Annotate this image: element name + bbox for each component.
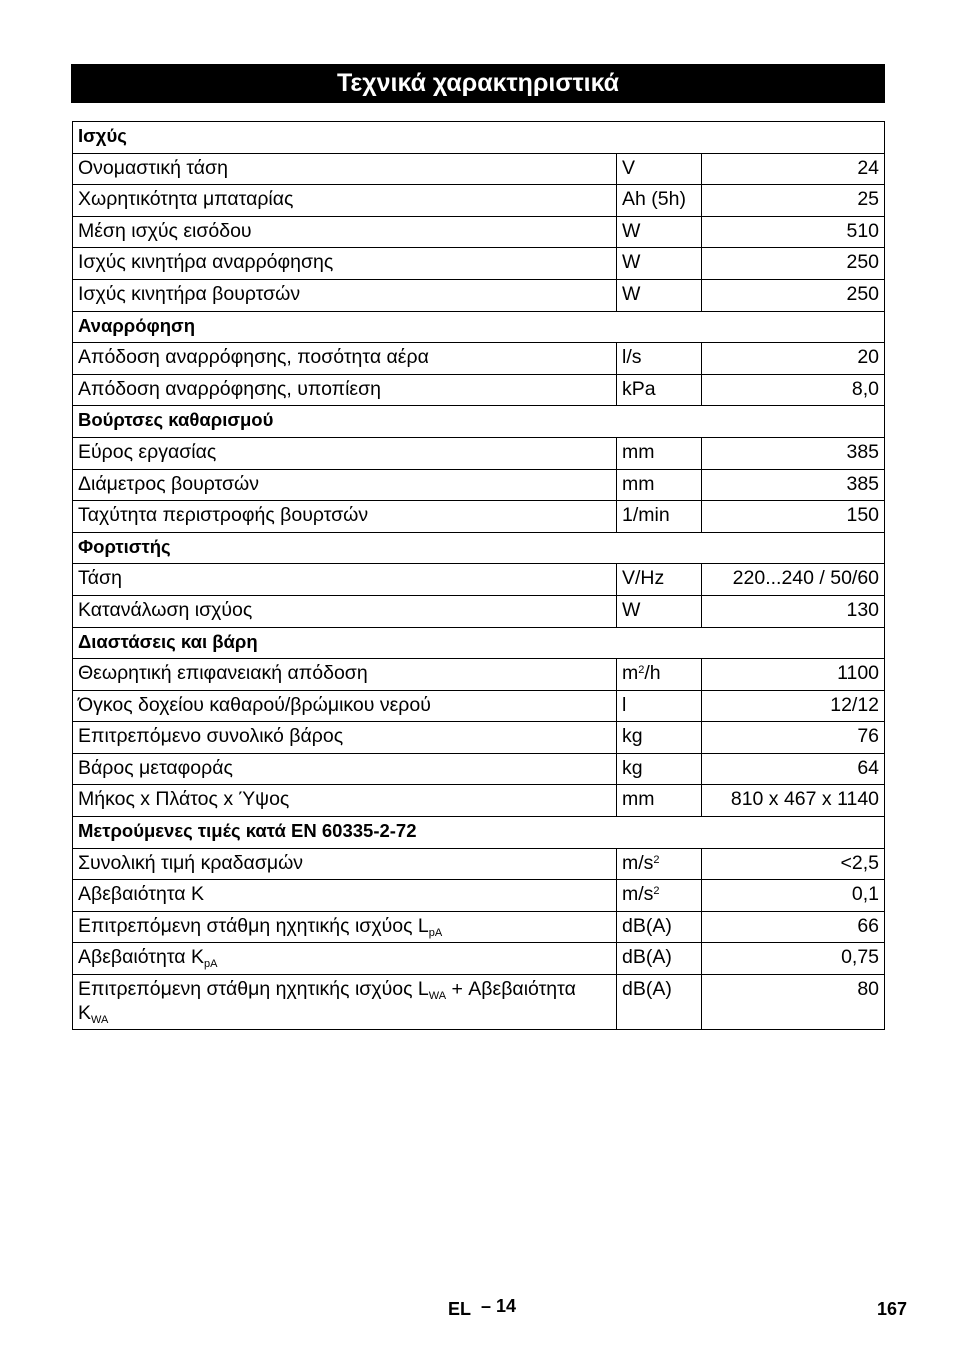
label-base: Αβεβαιότητα K xyxy=(78,946,204,969)
table-row xyxy=(73,690,885,722)
row-unit: mm xyxy=(617,437,702,469)
row-label: Διάμετρος βουρτσών xyxy=(73,469,617,501)
section-heading-row xyxy=(73,627,885,659)
unit-superscript: 2 xyxy=(653,885,660,898)
specifications-table xyxy=(72,121,885,1030)
row-value: 66 xyxy=(702,911,885,943)
row-value: 130 xyxy=(702,595,885,627)
section-heading: Μετρούμενες τιμές κατά EN 60335-2-72 xyxy=(73,817,885,849)
row-value: 1100 xyxy=(702,659,885,691)
footer-section-number: – 14 xyxy=(481,1296,517,1316)
row-label: Θεωρητική επιφανειακή απόδοση xyxy=(73,659,617,691)
table-row xyxy=(73,216,885,248)
row-value: 385 xyxy=(702,469,885,501)
section-heading: Βούρτσες καθαρισμού xyxy=(73,406,885,438)
row-value: 0,1 xyxy=(702,880,885,912)
label-subscript: pA xyxy=(428,926,443,939)
footer-page-number: 167 xyxy=(877,1299,908,1319)
row-value: 80 xyxy=(702,975,885,1030)
row-unit: Ah (5h) xyxy=(617,185,702,217)
row-label: Εύρος εργασίας xyxy=(73,437,617,469)
row-label: Τάση xyxy=(73,564,617,596)
table-row xyxy=(73,880,885,912)
row-unit: dB(A) xyxy=(617,943,702,975)
unit-superscript: 2 xyxy=(653,853,660,866)
row-label: Μήκος x Πλάτος x Ύψος xyxy=(73,785,617,817)
row-value: 64 xyxy=(702,753,885,785)
row-unit: V/Hz xyxy=(617,564,702,596)
table-row xyxy=(73,975,885,1030)
label-mid: + Αβεβαιότητα K xyxy=(78,978,576,1025)
row-value: 25 xyxy=(702,185,885,217)
table-row xyxy=(73,848,885,880)
row-value: 76 xyxy=(702,722,885,754)
row-value: 510 xyxy=(702,216,885,248)
unit-base: m xyxy=(622,662,639,685)
section-heading: Αναρρόφηση xyxy=(73,311,885,343)
row-label: Απόδοση αναρρόφησης, ποσότητα αέρα xyxy=(73,343,617,375)
row-unit: W xyxy=(617,595,702,627)
row-label: Μέση ισχύς εισόδου xyxy=(73,216,617,248)
table-row xyxy=(73,501,885,533)
row-unit: kPa xyxy=(617,374,702,406)
section-heading: Ισχύς xyxy=(73,122,885,154)
label-base: Επιτρεπόμενη στάθμη ηχητικής ισχύος L xyxy=(78,978,429,1001)
table-row xyxy=(73,659,885,691)
table-row xyxy=(73,722,885,754)
row-label xyxy=(73,943,617,975)
row-unit: l xyxy=(617,690,702,722)
label-subscript: WA xyxy=(91,1014,109,1027)
unit-rest: /h xyxy=(644,662,661,685)
row-unit: mm xyxy=(617,785,702,817)
page-title: Τεχνικά χαρακτηριστικά xyxy=(71,64,885,103)
table-row xyxy=(73,153,885,185)
row-label: Κατανάλωση ισχύος xyxy=(73,595,617,627)
row-label: Ταχύτητα περιστροφής βουρτσών xyxy=(73,501,617,533)
section-heading-row xyxy=(73,406,885,438)
row-value: 250 xyxy=(702,248,885,280)
row-unit: V xyxy=(617,153,702,185)
section-heading-row xyxy=(73,311,885,343)
row-label: Συνολική τιμή κραδασμών xyxy=(73,848,617,880)
table-row xyxy=(73,564,885,596)
row-value: 810 x 467 x 1140 xyxy=(702,785,885,817)
table-row xyxy=(73,943,885,975)
row-unit: W xyxy=(617,279,702,311)
row-unit: 1/min xyxy=(617,501,702,533)
row-unit: kg xyxy=(617,722,702,754)
table-row xyxy=(73,595,885,627)
unit-base: m/s xyxy=(622,851,654,874)
table-row xyxy=(73,437,885,469)
section-heading-row xyxy=(73,817,885,849)
row-value: 0,75 xyxy=(702,943,885,975)
table-row xyxy=(73,753,885,785)
section-heading-row xyxy=(73,532,885,564)
row-unit xyxy=(617,659,702,691)
table-row xyxy=(73,785,885,817)
table-row xyxy=(73,343,885,375)
row-unit: dB(A) xyxy=(617,911,702,943)
row-label: Βάρος μεταφοράς xyxy=(73,753,617,785)
row-value: <2,5 xyxy=(702,848,885,880)
row-value: 250 xyxy=(702,279,885,311)
row-value: 8,0 xyxy=(702,374,885,406)
table-row xyxy=(73,185,885,217)
row-label: Ισχύς κινητήρα βουρτσών xyxy=(73,279,617,311)
row-value: 385 xyxy=(702,437,885,469)
footer-language: EL xyxy=(448,1299,472,1319)
row-label: Όγκος δοχείου καθαρού/βρώμικου νερού xyxy=(73,690,617,722)
unit-superscript: 2 xyxy=(638,664,645,677)
row-unit: l/s xyxy=(617,343,702,375)
row-unit xyxy=(617,848,702,880)
table-row xyxy=(73,248,885,280)
row-label xyxy=(73,911,617,943)
label-subscript: WA xyxy=(428,990,447,1003)
label-subscript: pA xyxy=(203,958,218,971)
table-row xyxy=(73,469,885,501)
table-row xyxy=(73,374,885,406)
row-label: Ισχύς κινητήρα αναρρόφησης xyxy=(73,248,617,280)
row-value: 20 xyxy=(702,343,885,375)
row-label: Επιτρεπόμενο συνολικό βάρος xyxy=(73,722,617,754)
row-unit: kg xyxy=(617,753,702,785)
table-row xyxy=(73,279,885,311)
row-label: Ονομαστική τάση xyxy=(73,153,617,185)
row-label: Χωρητικότητα μπαταρίας xyxy=(73,185,617,217)
row-label xyxy=(73,975,617,1030)
row-unit: mm xyxy=(617,469,702,501)
row-unit xyxy=(617,880,702,912)
row-label: Απόδοση αναρρόφησης, υποπίεση xyxy=(73,374,617,406)
row-value: 220...240 / 50/60 xyxy=(702,564,885,596)
row-unit: W xyxy=(617,248,702,280)
row-value: 24 xyxy=(702,153,885,185)
section-heading-row xyxy=(73,122,885,154)
row-unit: dB(A) xyxy=(617,975,702,1030)
section-heading: Φορτιστής xyxy=(73,532,885,564)
unit-base: m/s xyxy=(622,883,654,906)
row-value: 12/12 xyxy=(702,690,885,722)
table-row xyxy=(73,911,885,943)
section-heading: Διαστάσεις και βάρη xyxy=(73,627,885,659)
row-unit: W xyxy=(617,216,702,248)
label-base: Επιτρεπόμενη στάθμη ηχητικής ισχύος L xyxy=(78,914,429,937)
row-value: 150 xyxy=(702,501,885,533)
row-label: Αβεβαιότητα K xyxy=(73,880,617,912)
